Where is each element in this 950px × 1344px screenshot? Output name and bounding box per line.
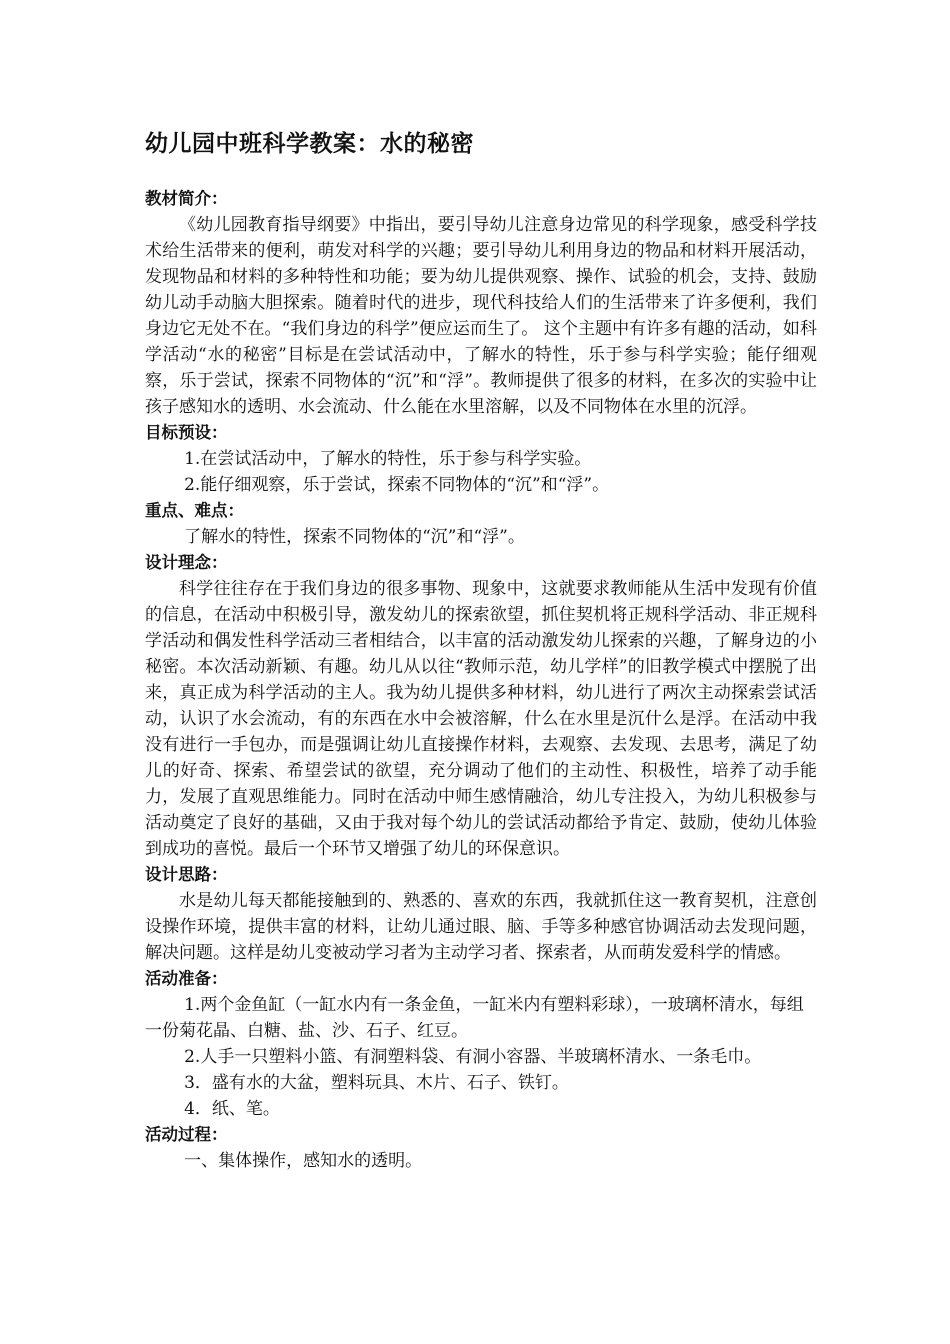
intro-paragraph: 《幼儿园教育指导纲要》中指出，要引导幼儿注意身边常见的科学现象，感受科学技术给生活带来的便利，萌发对科学的兴趣；要引导幼儿利用身边的物品和材料开展活动，发现物品和材料的多种特性和功能；要为幼儿提供观察、操作、试验的机会，支持、鼓励幼儿动手动脑大胆探索。随着时代的进步，现代科技给人们的生活带来了许多便利，我们身边它无处不在。“我们身边的科学”便应运而生了。 这个主题中有许多有趣的活动，如科学活动“水的秘密”目标是在尝试活动中，了解水的特性，乐于参与科学实验；能仔细观察，乐于尝试，探索不同物体的“沉”和“浮”。教师提供了很多的材料，在多次的实验中让孩子感知水的透明、水会流动、什么能在水里溶解，以及不同物体在水里的沉浮。 [145, 215, 817, 417]
document-page [145, 128, 817, 1174]
section-heading-process: 活动过程： [145, 1125, 228, 1144]
section-heading-preparation: 活动准备： [145, 969, 228, 988]
process-item: 一、集体操作，感知水的透明。 [184, 1151, 423, 1171]
preparation-item: 2.人手一只塑料小篮、有洞塑料袋、有洞小容器、半玻璃杯清水、一条毛巾。 [184, 1047, 762, 1067]
preparation-item: 3．盛有水的大盆，塑料玩具、木片、石子、铁钉。 [184, 1073, 569, 1093]
goal-item: 1.在尝试活动中，了解水的特性，乐于参与科学实验。 [184, 449, 592, 469]
section-heading-concept: 设计理念： [145, 553, 228, 572]
section-heading-intro: 教材简介： [145, 189, 228, 208]
page-title: 幼儿园中班科学教案：水的秘密 [145, 131, 474, 157]
approach-paragraph: 水是幼儿每天都能接触到的、熟悉的、喜欢的东西，我就抓住这一教育契机，注意创设操作环境，提供丰富的材料，让幼儿通过眼、脑、手等多种感官协调活动去发现问题，解决问题。这样是幼儿变被动学习者为主动学习者、探索者，从而萌发爱科学的情感。 [145, 891, 817, 963]
preparation-item: 4．纸、笔。 [184, 1099, 280, 1119]
key-points-text: 了解水的特性，探索不同物体的“沉”和“浮”。 [184, 527, 525, 547]
section-heading-approach: 设计思路： [145, 865, 228, 884]
section-heading-goals: 目标预设： [145, 423, 228, 442]
concept-paragraph: 科学往往存在于我们身边的很多事物、现象中，这就要求教师能从生活中发现有价值的信息，在活动中积极引导，激发幼儿的探索欲望，抓住契机将正规科学活动、非正规科学活动和偶发性科学活动三者相结合，以丰富的活动激发幼儿探索的兴趣，了解身边的小秘密。本次活动新颖、有趣。幼儿从以往“教师示范，幼儿学样”的旧教学模式中摆脱了出来，真正成为科学活动的主人。我为幼儿提供多种材料，幼儿进行了两次主动探索尝试活动，认识了水会流动，有的东西在水中会被溶解，什么在水里是沉什么是浮。在活动中我没有进行一手包办，而是强调让幼儿直接操作材料，去观察、去发现、去思考，满足了幼儿的好奇、探索、希望尝试的欲望，充分调动了他们的主动性、积极性，培养了动手能力，发展了直观思维能力。同时在活动中师生感情融洽，幼儿专注投入，为幼儿积极参与活动奠定了良好的基础，又由于我对每个幼儿的尝试活动都给予肯定、鼓励，使幼儿体验到成功的喜悦。最后一个环节又增强了幼儿的环保意识。 [145, 579, 817, 859]
preparation-item: 1.两个金鱼缸（一缸水内有一条金鱼，一缸米内有塑料彩球），一玻璃杯清水，每组一份菊花晶、白糖、盐、沙、石子、红豆。 [145, 995, 804, 1041]
goal-item: 2.能仔细观察，乐于尝试，探索不同物体的“沉”和“浮”。 [184, 475, 610, 495]
section-heading-key-points: 重点、难点： [145, 501, 244, 520]
